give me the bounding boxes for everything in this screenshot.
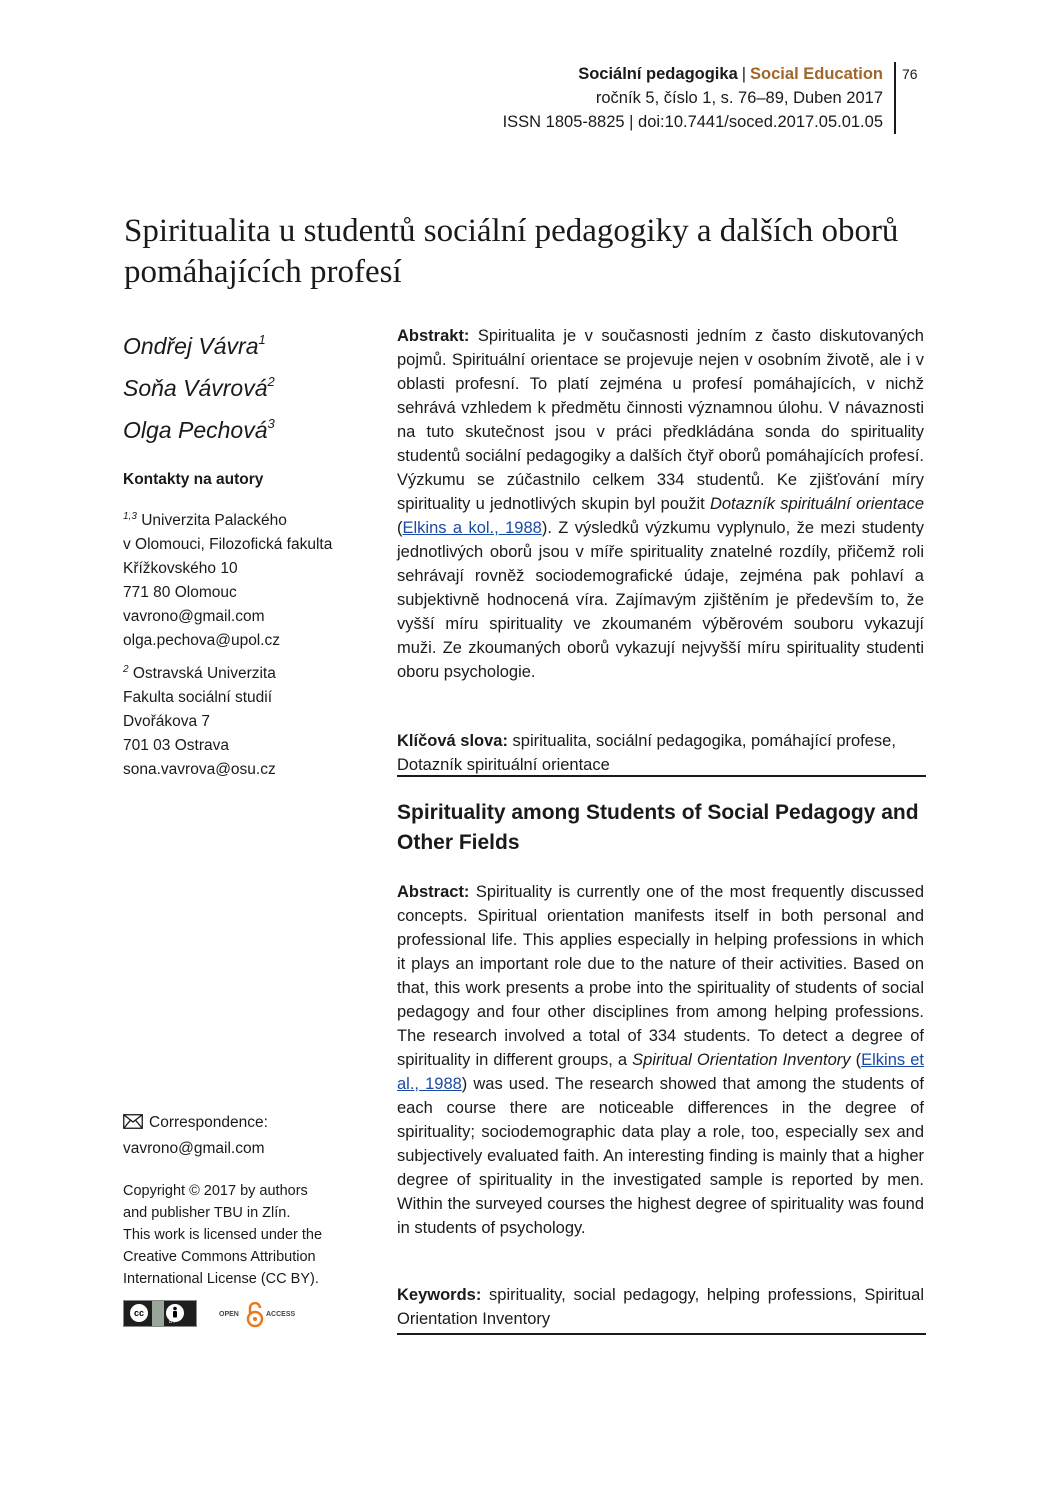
open-access-logo[interactable] bbox=[219, 1302, 309, 1328]
affiliation-university: Univerzita Palackého bbox=[141, 512, 287, 529]
journal-separator: | bbox=[741, 65, 747, 83]
abstract-en-text: Spirituality is currently one of the most frequently discussed concepts. Spiritual orientation manifests itself in both personal and professional life. This applies especially in helping professions in which it plays an important role due to the nature of their activities. Based on that, this work presents a probe into the spirituality of students of social pedagogy and four other disciplines from among helping professions. The research involved a total of 334 students. To detect a degree of spirituality in different groups, a bbox=[397, 883, 924, 1069]
keywords-cz-label: Klíčová slova: bbox=[397, 732, 508, 750]
affiliation-university: Ostravská Univerzita bbox=[132, 665, 276, 682]
affiliation-faculty: Fakulta sociální studií bbox=[123, 689, 273, 706]
affiliation-city: 701 03 Ostrava bbox=[123, 737, 229, 754]
author-email[interactable]: olga.pechova@upol.cz bbox=[123, 632, 281, 649]
copyright-line: This work is licensed under the bbox=[123, 1227, 323, 1243]
page-number: 76 bbox=[902, 66, 918, 82]
author bbox=[123, 364, 275, 406]
contacts-heading: Kontakty na autory bbox=[123, 471, 264, 488]
author-list bbox=[123, 322, 275, 448]
copyright-notice bbox=[123, 1180, 322, 1290]
cc-icon: cc bbox=[130, 1304, 148, 1322]
affiliation-street: Křížkovského 10 bbox=[123, 560, 238, 577]
article-title: Spiritualita u studentů sociální pedagogiky a dalších oborů pomáhajících profesí bbox=[124, 213, 899, 290]
correspondence-label: Correspondence: bbox=[149, 1114, 268, 1131]
author-affiliation-mark: 2 bbox=[267, 374, 275, 389]
english-title: Spirituality among Students of Social Pedagogy and Other Fields bbox=[397, 801, 919, 854]
author bbox=[123, 406, 275, 448]
author-name: Olga Pechová bbox=[123, 417, 268, 443]
open-access-text-open: OPEN bbox=[219, 1311, 239, 1318]
correspondence bbox=[123, 1111, 268, 1161]
affiliation-city: 771 80 Olomouc bbox=[123, 584, 237, 601]
cc-by-badge[interactable] bbox=[123, 1300, 197, 1327]
author-name: Soňa Vávrová bbox=[123, 375, 268, 401]
affiliation-faculty: v Olomouci, Filozofická fakulta bbox=[123, 536, 333, 553]
abstract-cz-label: Abstrakt: bbox=[397, 327, 470, 345]
correspondence-email[interactable]: vavrono@gmail.com bbox=[123, 1140, 265, 1157]
author-email[interactable]: vavrono@gmail.com bbox=[123, 608, 265, 625]
abstract-en bbox=[397, 880, 924, 1240]
affiliation-mark: 2 bbox=[123, 664, 129, 675]
abstract-cz-text-cont: ). Z výsledků výzkumu vyplynulo, že mezi studenty jednotlivých oborů jsou v míře spirituality znatelné rozdíly, přičemž roli sehrávají rovněž sociodemografické údaje, zejména pak pohlaví a subjektivně hodnocená víra. Zajímavým zjištěním je především to, že vyšší míru spirituality ve zkoumaném výběrovém souboru vykazují muži. Ze zkoumaných oborů vykazují nejvyšší míru spirituality studenti oboru psychologie. bbox=[397, 519, 924, 681]
copyright-line: Creative Commons Attribution bbox=[123, 1249, 316, 1265]
author bbox=[123, 322, 275, 364]
affiliation-2 bbox=[123, 658, 276, 782]
keywords-cz-paragraph bbox=[397, 729, 924, 777]
issn-doi: ISSN 1805-8825 | doi:10.7441/soced.2017.05.01.05 bbox=[502, 113, 883, 131]
envelope-icon bbox=[123, 1113, 143, 1137]
abstract-en-text-cont: ) was used. The research showed that among the students of each course there are noticeable differences in the degree of spirituality; sociodemographic data play a role, too, especially sex and subjectively evaluated faith. An interesting finding is mainly that a higher degree of spirituality in the investigated sample is reported by men. Within the surveyed courses the highest degree of spirituality was found in students of psychology. bbox=[397, 1075, 924, 1237]
open-access-text-access: ACCESS bbox=[266, 1311, 296, 1318]
abstract-cz-paren: ( bbox=[397, 519, 403, 537]
abstract-cz bbox=[397, 324, 924, 684]
affiliation-line bbox=[123, 505, 332, 533]
abstract-cz-paragraph bbox=[397, 324, 924, 684]
correspondence-line bbox=[123, 1111, 268, 1137]
abstract-cz-text: Spiritualita je v současnosti jedním z často diskutovaných pojmů. Spirituální orientace se projevuje nejen v osobním životě, ale i v oblasti profesní. To platí zejména u profesí pomáhajících, v nichž sehrává vzhledem k předmětu činnosti významnou úlohu. V návaznosti na tuto skutečnost jsou v práci předkládána sonda do spirituality studentů sociální pedagogiky a dalších čtyř oborů pomáhajících profesí. Výzkumu se zúčastnilo celkem 334 studentů. Ke zjišťování míry spirituality u jednotlivých skupin byl použit bbox=[397, 327, 924, 513]
keywords-cz-text: spiritualita, sociální pedagogika, pomáhající profese, Dotazník spirituální orientace bbox=[397, 732, 896, 774]
author-name: Ondřej Vávra bbox=[123, 333, 259, 359]
author-affiliation-mark: 1 bbox=[258, 332, 266, 347]
header-divider bbox=[894, 62, 896, 134]
open-lock-icon bbox=[245, 1302, 265, 1333]
journal-name-en: Social Education bbox=[750, 65, 883, 83]
issue-info: ročník 5, číslo 1, s. 76–89, Duben 2017 bbox=[595, 89, 883, 107]
copyright-line: Copyright © 2017 by authors bbox=[123, 1183, 308, 1199]
abstract-en-paragraph bbox=[397, 880, 924, 1240]
author-email[interactable]: sona.vavrova@osu.cz bbox=[123, 761, 276, 778]
journal-name-cz: Sociální pedagogika bbox=[578, 65, 738, 83]
citation-link[interactable]: Elkins et al., 1988 bbox=[397, 1051, 925, 1093]
section-divider bbox=[397, 1333, 926, 1335]
keywords-en bbox=[397, 1283, 924, 1331]
copyright-line: International License (CC BY). bbox=[123, 1271, 319, 1287]
abstract-en-instrument: Spiritual Orientation Inventory bbox=[632, 1051, 851, 1069]
affiliation-street: Dvořákova 7 bbox=[123, 713, 211, 730]
affiliation-1 bbox=[123, 505, 332, 653]
keywords-cz bbox=[397, 729, 924, 777]
affiliation-mark: 1,3 bbox=[123, 511, 137, 522]
abstract-en-paren: ( bbox=[850, 1051, 862, 1069]
section-divider bbox=[397, 775, 926, 777]
copyright-line: and publisher TBU in Zlín. bbox=[123, 1205, 291, 1221]
author-affiliation-mark: 3 bbox=[267, 416, 275, 431]
abstract-cz-instrument: Dotazník spirituální orientace bbox=[709, 495, 924, 513]
cc-badge-stripe bbox=[152, 1301, 164, 1326]
citation-link[interactable]: Elkins a kol., 1988 bbox=[402, 519, 542, 537]
journal-name-line bbox=[503, 62, 883, 86]
keywords-en-text: spirituality, social pedagogy, helping professions, Spiritual Orientation Inventory bbox=[397, 1286, 924, 1328]
keywords-en-label: Keywords: bbox=[397, 1286, 482, 1304]
cc-by-label: BY bbox=[169, 1319, 176, 1325]
keywords-en-paragraph bbox=[397, 1283, 924, 1331]
journal-header bbox=[503, 62, 883, 134]
affiliation-line bbox=[123, 658, 276, 686]
abstract-en-label: Abstract: bbox=[397, 883, 470, 901]
